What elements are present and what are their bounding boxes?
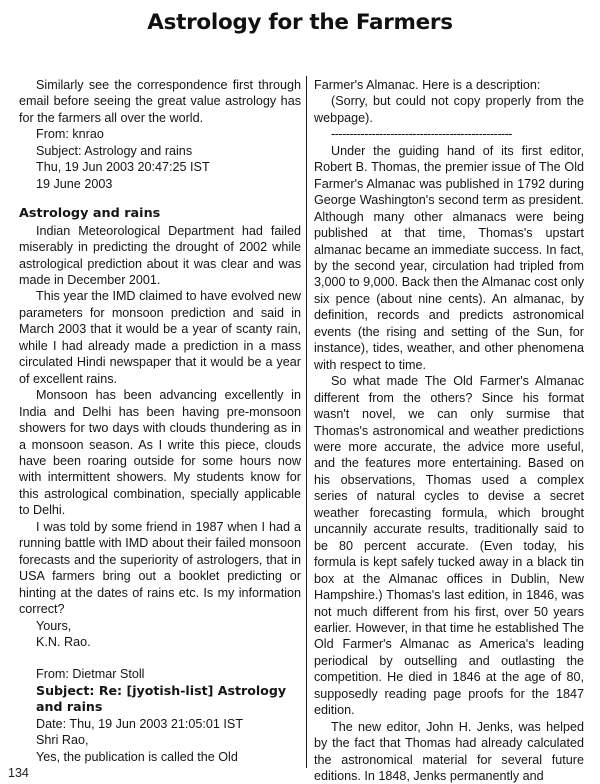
body-paragraph: Under the guiding hand of its first editor, Robert B. Thomas, the premier issue of The Old Farmer's Almanac was published in 1792 during George Washington's second term as president. Although many other almanacs were being published at that time, Thomas's upstart almanac became an immediate success. In fact, by the second year, circulation had tripled from 3,000 to 9,000. Back then the Almanac cost only six pence (about nine cents). An almanac, by definition, records and predicts astronomical events (the rising and setting of the Sun, for instance), tides, weather, and other phenomena with respect to time. xyxy=(314,143,584,372)
body-paragraph: I was told by some friend in 1987 when I had a running battle with IMD about their failed monsoon forecasts and the superiority of astrologers, that in USA farmers bring out a booklet predicting or hinting at the dates of rains etc. Is my information correct? xyxy=(19,519,301,617)
reply-subject: Subject: Re: [jyotish-list] Astrology and rains xyxy=(36,682,287,715)
body-paragraph: The new editor, John H. Jenks, was helped by the fact that Thomas had already calculated the astronomical material for several future editions. In 1848, Jenks permanently and xyxy=(314,719,584,784)
signature: K.N. Rao. xyxy=(36,634,91,649)
reply-start: Yes, the publication is called the Old xyxy=(36,749,238,764)
intro-paragraph: Similarly see the correspondence first through email before seeing the great value astrology has for the farmers all over the world. xyxy=(19,78,301,125)
page-title: Astrology for the Farmers xyxy=(147,10,453,35)
email-date: 19 June 2003 xyxy=(36,176,113,191)
signoff: Yours, xyxy=(36,618,72,633)
reply-salutation: Shri Rao, xyxy=(36,733,89,748)
left-column xyxy=(19,77,301,765)
email-subject: Subject: Astrology and rains xyxy=(36,143,193,158)
reply-from: From: Dietmar Stoll xyxy=(36,667,145,682)
body-paragraph: So what made The Old Farmer's Almanac different from the others? Since his format wasn't novel, we can only surmise that Thomas's astronomical and weather predictions were more accurate, the advice more useful, and the features more entertaining. Based on his observations, Thomas used a complex series of natural cycles to devise a secret weather forecasting formula, which brought uncannily accurate results, traditionally said to be 80 percent accurate. (Even today, his formula is kept safely tucked away in a black tin box at the Almanac offices in Dublin, New Hampshire.) Thomas's last edition, in 1846, was not much different from his first, over 50 years earlier. However, in that time he established The Old Farmer's Almanac as America's leading periodical by outselling and outlasting the competition. He died in 1846 at the age of 80, supposedly reading page proofs for the 1847 edition. xyxy=(314,374,584,718)
copy-note: (Sorry, but could not copy properly from the webpage). xyxy=(314,94,584,125)
reply-date: Date: Thu, 19 Jun 2003 21:05:01 IST xyxy=(36,716,244,731)
right-column xyxy=(314,77,584,784)
body-paragraph: This year the IMD claimed to have evolved new parameters for monsoon prediction and said in March 2003 that it would be a year of scanty rain, while I had already made a prediction in a mass circulated Hindi newspaper that it would be a year of excellent rains. xyxy=(19,289,301,386)
email-datetime: Thu, 19 Jun 2003 20:47:25 IST xyxy=(36,160,210,175)
body-paragraph: Indian Meteorological Department had failed miserably in predicting the drought of 2002 while astrological prediction about it was clear and was made in December 2001. xyxy=(19,223,301,287)
continuation-line: Farmer's Almanac. Here is a description: xyxy=(314,78,541,92)
page-number: 134 xyxy=(8,766,29,780)
section-heading: Astrology and rains xyxy=(19,206,161,222)
separator-line: ------------------------------------------------- xyxy=(331,127,512,142)
body-paragraph: Monsoon has been advancing excellently in India and Delhi has been having pre-monsoon showers for two days with clouds thundering as in a monsoon season. As I write this piece, clouds have been roaring outside for some hours now with intermittent showers. My students know for this astrological combination, specially applicable to Delhi. xyxy=(19,388,301,518)
email-from: From: knrao xyxy=(36,127,104,142)
column-divider xyxy=(306,76,307,768)
